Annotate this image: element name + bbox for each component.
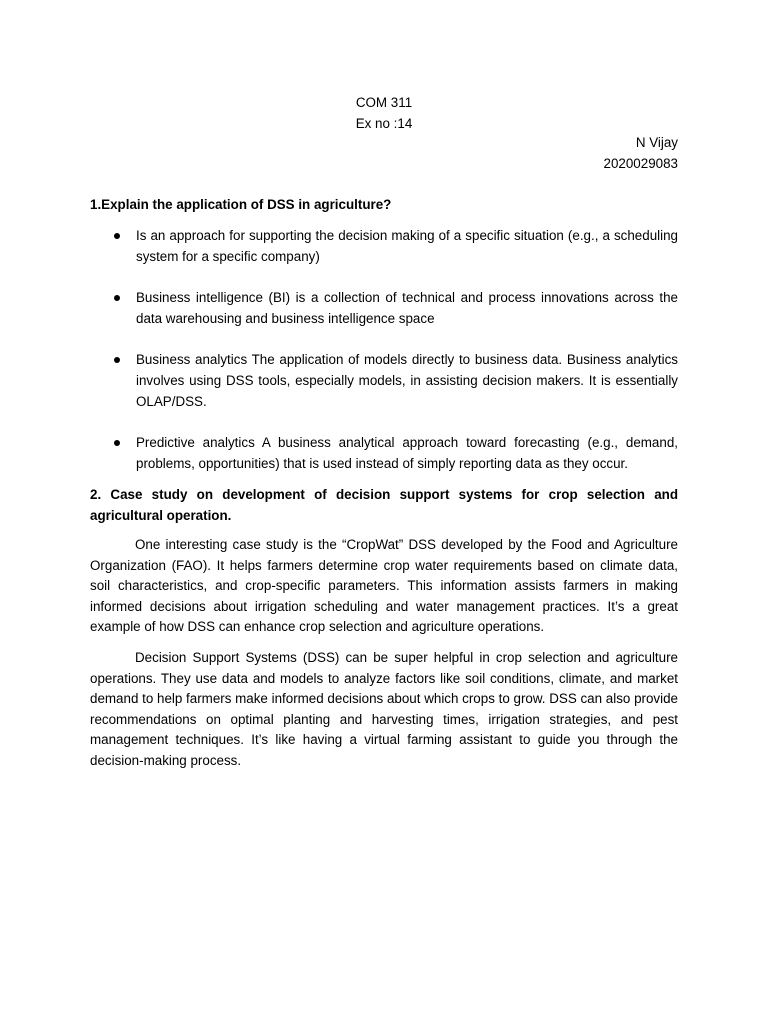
bullet-text: Business analytics The application of models directly to business data. Business analytics involves using DSS tools, especially models, in assisting decision makers. It is essentially OLAP/DSS. [136, 352, 678, 409]
bullet-item [90, 433, 678, 474]
bullet-item [90, 226, 678, 267]
case-study-paragraph: One interesting case study is the “CropWat” DSS developed by the Food and Agriculture Organization (FAO). It helps farmers determine crop water requirements based on climate data, soil characteristics, and crop-specific parameters. This information assists farmers in making informed decisions about irrigation scheduling and water management practices. It’s a great example of how DSS can enhance crop selection and agriculture operations. [90, 537, 678, 635]
bullet-icon [114, 440, 120, 446]
question2-heading: 2. Case study on development of decision support systems for crop selection and agricultural operation. [90, 487, 678, 523]
question1-heading: 1.Explain the application of DSS in agriculture? [90, 197, 392, 212]
bullet-text: Is an approach for supporting the decision making of a specific situation (e.g., a scheduling system for a specific company) [136, 228, 678, 264]
bullet-item [90, 288, 678, 329]
bullet-item [90, 350, 678, 412]
bullet-icon [114, 295, 120, 301]
student-id: 2020029083 [603, 156, 678, 171]
exercise-number: Ex no :14 [355, 116, 413, 131]
question1-bullet-list [90, 226, 678, 495]
bullet-icon [114, 357, 120, 363]
bullet-text: Business intelligence (BI) is a collection of technical and process innovations across the data warehousing and business intelligence space [136, 290, 678, 326]
bullet-text: Predictive analytics A business analytical approach toward forecasting (e.g., demand, problems, opportunities) that is used instead of simply reporting data as they occur. [136, 435, 678, 471]
dss-overview-paragraph: Decision Support Systems (DSS) can be super helpful in crop selection and agriculture operations. They use data and models to analyze factors like soil conditions, climate, and market demand to help farmers make informed decisions about which crops to grow. DSS can also provide recommendations on optimal planting and harvesting times, irrigation strategies, and pest management techniques. It’s like having a virtual farming assistant to guide you through the decision-making process. [90, 650, 678, 768]
bullet-icon [114, 233, 120, 239]
course-code: COM 311 [355, 95, 413, 110]
student-name: N Vijay [635, 135, 678, 150]
